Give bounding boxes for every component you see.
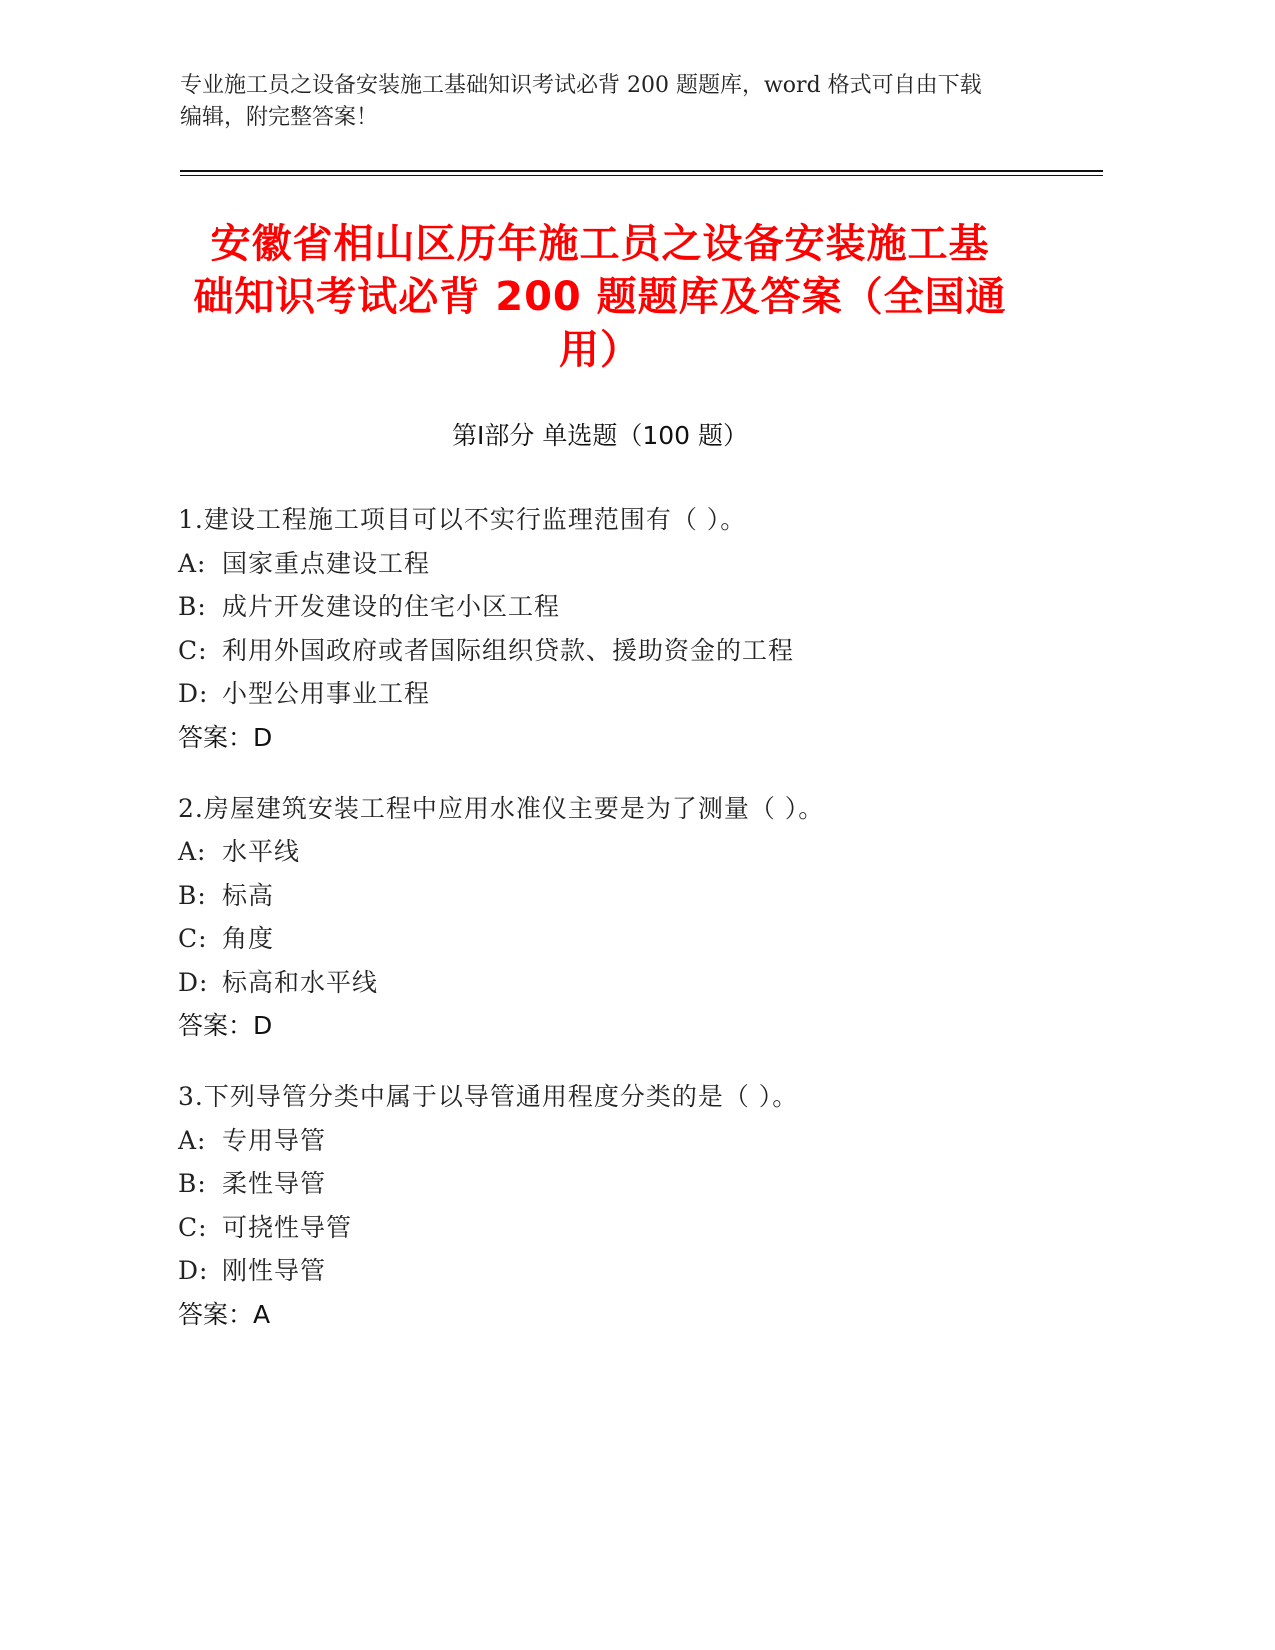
option-a bbox=[178, 1126, 1098, 1156]
option-key: A: bbox=[178, 837, 207, 866]
header-divider-thin bbox=[180, 175, 1103, 176]
option-b bbox=[178, 881, 1098, 911]
option-text: 角度 bbox=[222, 924, 275, 953]
option-d bbox=[178, 679, 1098, 709]
option-b bbox=[178, 1169, 1098, 1199]
question-text: 2.房屋建筑安装工程中应用水准仪主要是为了测量（ ）。 bbox=[178, 793, 825, 823]
option-text: 小型公用事业工程 bbox=[222, 679, 431, 708]
question-text: 1.建设工程施工项目可以不实行监理范围有（ ）。 bbox=[178, 505, 747, 534]
question-item bbox=[178, 505, 1098, 753]
option-key: C: bbox=[178, 1212, 208, 1242]
answer-text: 答案：D bbox=[178, 1011, 273, 1040]
question-item bbox=[178, 1082, 1098, 1330]
option-key: B: bbox=[178, 1169, 207, 1198]
option-key: A: bbox=[178, 548, 207, 578]
document-title-line-3: 用） bbox=[559, 327, 641, 373]
option-text: 刚性导管 bbox=[222, 1256, 327, 1285]
option-text: 国家重点建设工程 bbox=[222, 548, 431, 578]
option-d bbox=[178, 968, 1098, 998]
option-d bbox=[178, 1256, 1098, 1286]
option-b bbox=[178, 592, 1098, 622]
option-key: D: bbox=[178, 679, 209, 708]
header-note-line-2: 编辑，附完整答案！ bbox=[180, 105, 379, 130]
section-title: 第Ⅰ部分 单选题（100 题） bbox=[452, 421, 748, 450]
option-text: 标高 bbox=[222, 880, 275, 910]
header-note-line-1: 专业施工员之设备安装施工基础知识考试必背 200 题题库，word 格式可自由下载 bbox=[180, 73, 982, 98]
option-text: 标高和水平线 bbox=[222, 967, 379, 997]
option-key: C: bbox=[178, 635, 208, 665]
answer-text: 答案：D bbox=[178, 722, 273, 752]
option-key: D: bbox=[178, 967, 209, 997]
option-a bbox=[178, 837, 1098, 867]
document-header-note bbox=[180, 70, 1100, 134]
option-key: C: bbox=[178, 924, 208, 953]
option-text: 成片开发建设的住宅小区工程 bbox=[222, 592, 561, 621]
option-text: 水平线 bbox=[222, 837, 301, 866]
option-c bbox=[178, 1213, 1098, 1243]
option-text: 可挠性导管 bbox=[222, 1212, 353, 1242]
option-text: 柔性导管 bbox=[222, 1169, 327, 1198]
option-key: B: bbox=[178, 880, 207, 910]
answer-text: 答案：A bbox=[178, 1299, 271, 1329]
option-text: 利用外国政府或者国际组织贷款、援助资金的工程 bbox=[222, 635, 795, 665]
option-key: A: bbox=[178, 1125, 207, 1155]
option-key: B: bbox=[178, 592, 207, 621]
option-c bbox=[178, 924, 1098, 954]
option-key: D: bbox=[178, 1256, 209, 1285]
question-item bbox=[178, 794, 1098, 1042]
question-text: 3.下列导管分类中属于以导管通用程度分类的是（ ）。 bbox=[178, 1082, 799, 1111]
document-title bbox=[180, 218, 1020, 377]
option-c bbox=[178, 636, 1098, 666]
document-title-line-2: 础知识考试必背 200 题题库及答案（全国通 bbox=[193, 274, 1007, 320]
document-title-line-1: 安徽省相山区历年施工员之设备安装施工基 bbox=[210, 221, 990, 267]
option-a bbox=[178, 549, 1098, 579]
header-divider-thick bbox=[180, 170, 1103, 172]
question-list bbox=[178, 505, 1098, 1371]
option-text: 专用导管 bbox=[222, 1125, 327, 1155]
